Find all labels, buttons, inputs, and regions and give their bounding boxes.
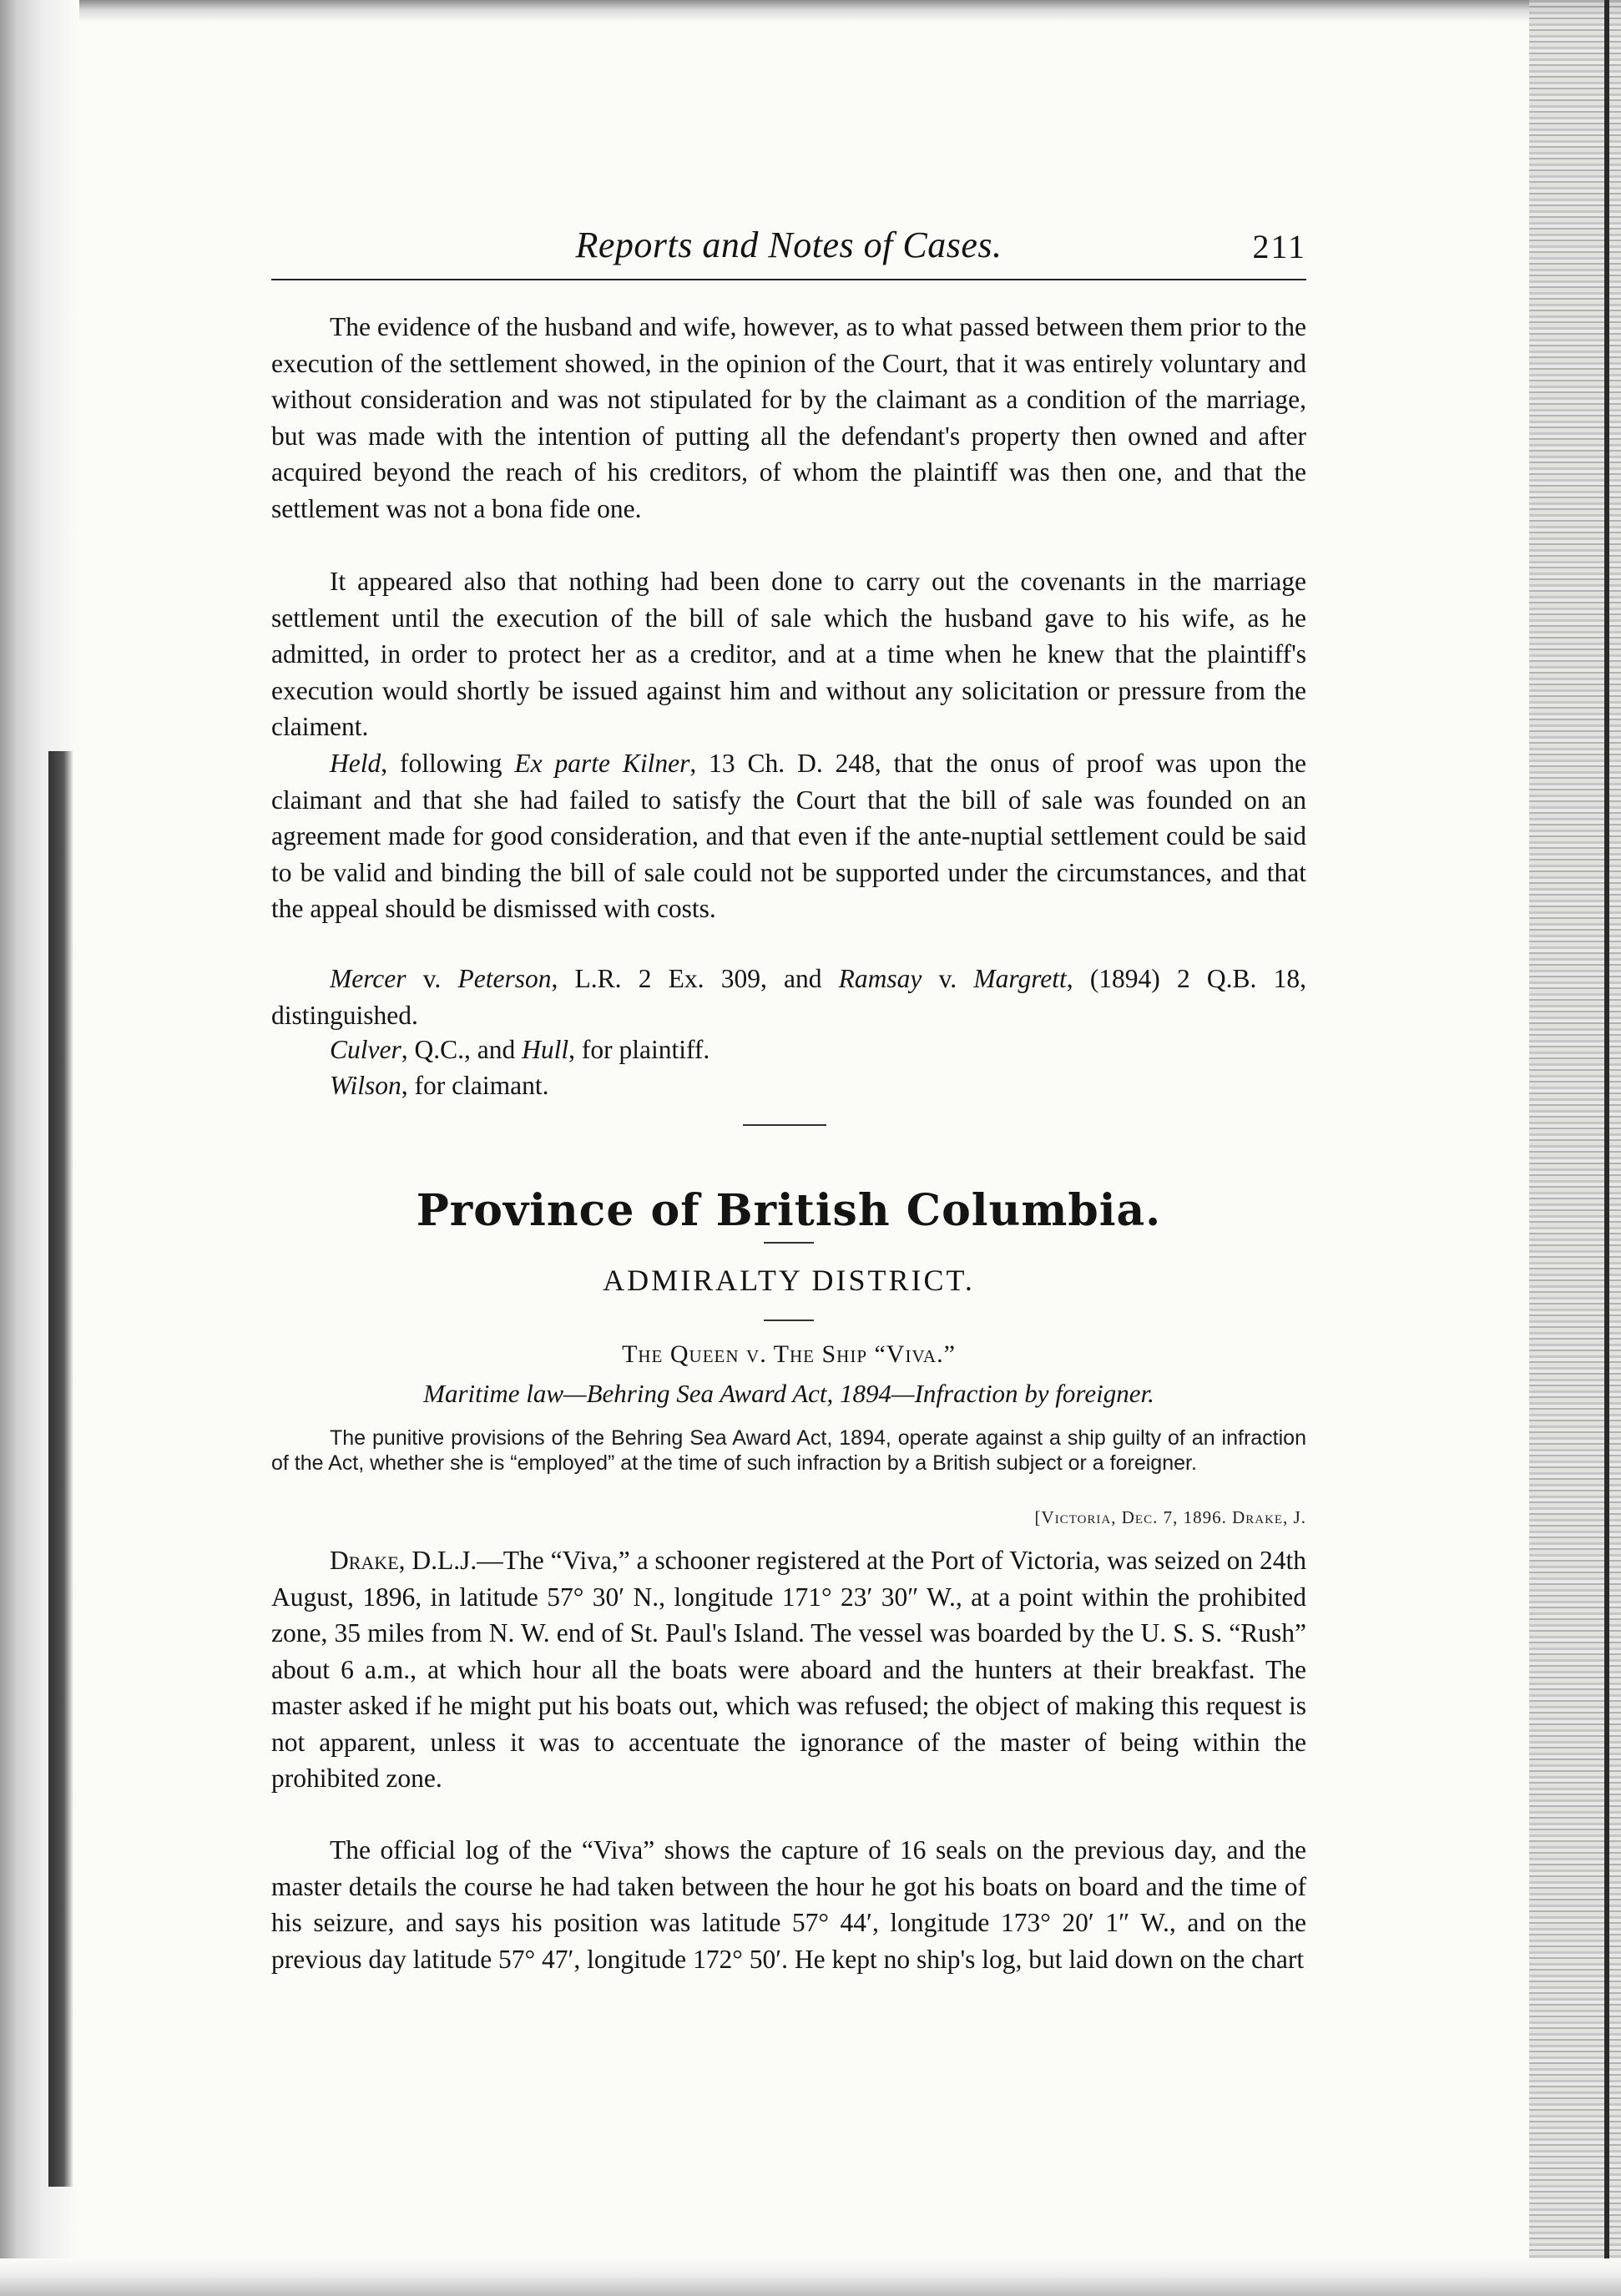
judgment-paragraph-2: The official log of the “Viva” shows the capture of 16 seals on the previous day, and the master details the course he had taken between the hour he got his boats on board and the time of his seizure, and says his position was latitude 57° 44′, longitude 173° 20′ 1″ W., and on the previous day latitude 57° 47′, longitude 172° 50′. He kept no ship's log, but laid down on the chart: [271, 1835, 1306, 1974]
counsel-plaintiff: Culver, Q.C., and Hull, for plaintiff.: [330, 1035, 710, 1064]
running-head: Reports and Notes of Cases.: [575, 225, 1002, 265]
heading-divider: [764, 1242, 814, 1244]
case-title: The Queen v. The Ship “Viva.”: [622, 1340, 956, 1368]
section-divider: [743, 1124, 826, 1126]
paragraph-covenants: It appeared also that nothing had been done to carry out the covenants in the marriage settlement until the execution of the bill of sale which the husband gave to his wife, as he admitted, in order to protect her as a creditor, and at a time when he knew that the plaintiff's execution would shortly be issued against him and without any solicitation or pressure from the claiment.: [271, 567, 1306, 741]
province-heading: Province of British Columbia.: [416, 1185, 1162, 1236]
page-header: [271, 224, 1306, 274]
page-number: 211: [1252, 228, 1306, 265]
headnote: Maritime law—Behring Sea Award Act, 1894—Infraction by foreigner.: [423, 1379, 1154, 1408]
paragraph-distinguished: Mercer v. Peterson, L.R. 2 Ex. 309, and Ramsay v. Margrett, (1894) 2 Q.B. 18, distinguished.: [271, 964, 1306, 1030]
binding-shadow: [48, 751, 73, 2187]
scan-bottom-edge: [0, 2258, 1621, 2296]
counsel-claimant: Wilson, for claimant.: [330, 1071, 549, 1100]
heading-divider: [764, 1320, 814, 1321]
case-summary: The punitive provisions of the Behring Sea Award Act, 1894, operate against a ship guilty of an infraction of the Act, whether she is “employed” at the time of such infraction by a British subject or a foreigner.: [271, 1426, 1306, 1475]
district-heading: ADMIRALTY DISTRICT.: [603, 1264, 975, 1297]
judgment-paragraph-1: Drake, D.L.J.—The “Viva,” a schooner registered at the Port of Victoria, was seized on 24th August, 1896, in latitude 57° 30′ N., longitude 171° 23′ 30″ W., at a point within the prohibited zone, 35 miles from N. W. end of St. Paul's Island. The vessel was boarded by the U. S. S. “Rush” about 6 a.m., at which hour all the boats were aboard and the hunters at their breakfast. The master asked if he might put his boats out, which was refused; the object of making this request is not apparent, unless it was to accentuate the ignorance of the master of being within the prohibited zone.: [271, 1546, 1306, 1793]
paragraph-evidence: The evidence of the husband and wife, however, as to what passed between them prior to the execution of the settlement showed, in the opinion of the Court, that it was entirely voluntary and without consideration and was not stipulated for by the claimant as a condition of the marriage, but was made with the intention of putting all the defendant's property then owned and after acquired beyond the reach of his creditors, of whom the plaintiff was then one, and that the settlement was not a bona fide one.: [271, 312, 1306, 523]
court-note: [Victoria, Dec. 7, 1896. Drake, J.: [1034, 1507, 1306, 1527]
paragraph-held: Held, following Ex parte Kilner, 13 Ch. D. 248, that the onus of proof was upon the claimant and that she had failed to satisfy the Court that the bill of sale was founded on an agreement made for good consideration, and that even if the ante-nuptial settlement could be said to be valid and binding the bill of sale could not be supported under the circumstances, and that the appeal should be dismissed with costs.: [271, 749, 1306, 923]
scan-right-border: [1604, 0, 1609, 2296]
case-citation: Ex parte Kilner: [514, 749, 690, 778]
header-rule: [271, 279, 1306, 280]
held-label: Held: [330, 749, 381, 778]
scan-top-edge: [0, 0, 1621, 22]
judge-name: Drake, D.L.J.: [330, 1546, 477, 1575]
